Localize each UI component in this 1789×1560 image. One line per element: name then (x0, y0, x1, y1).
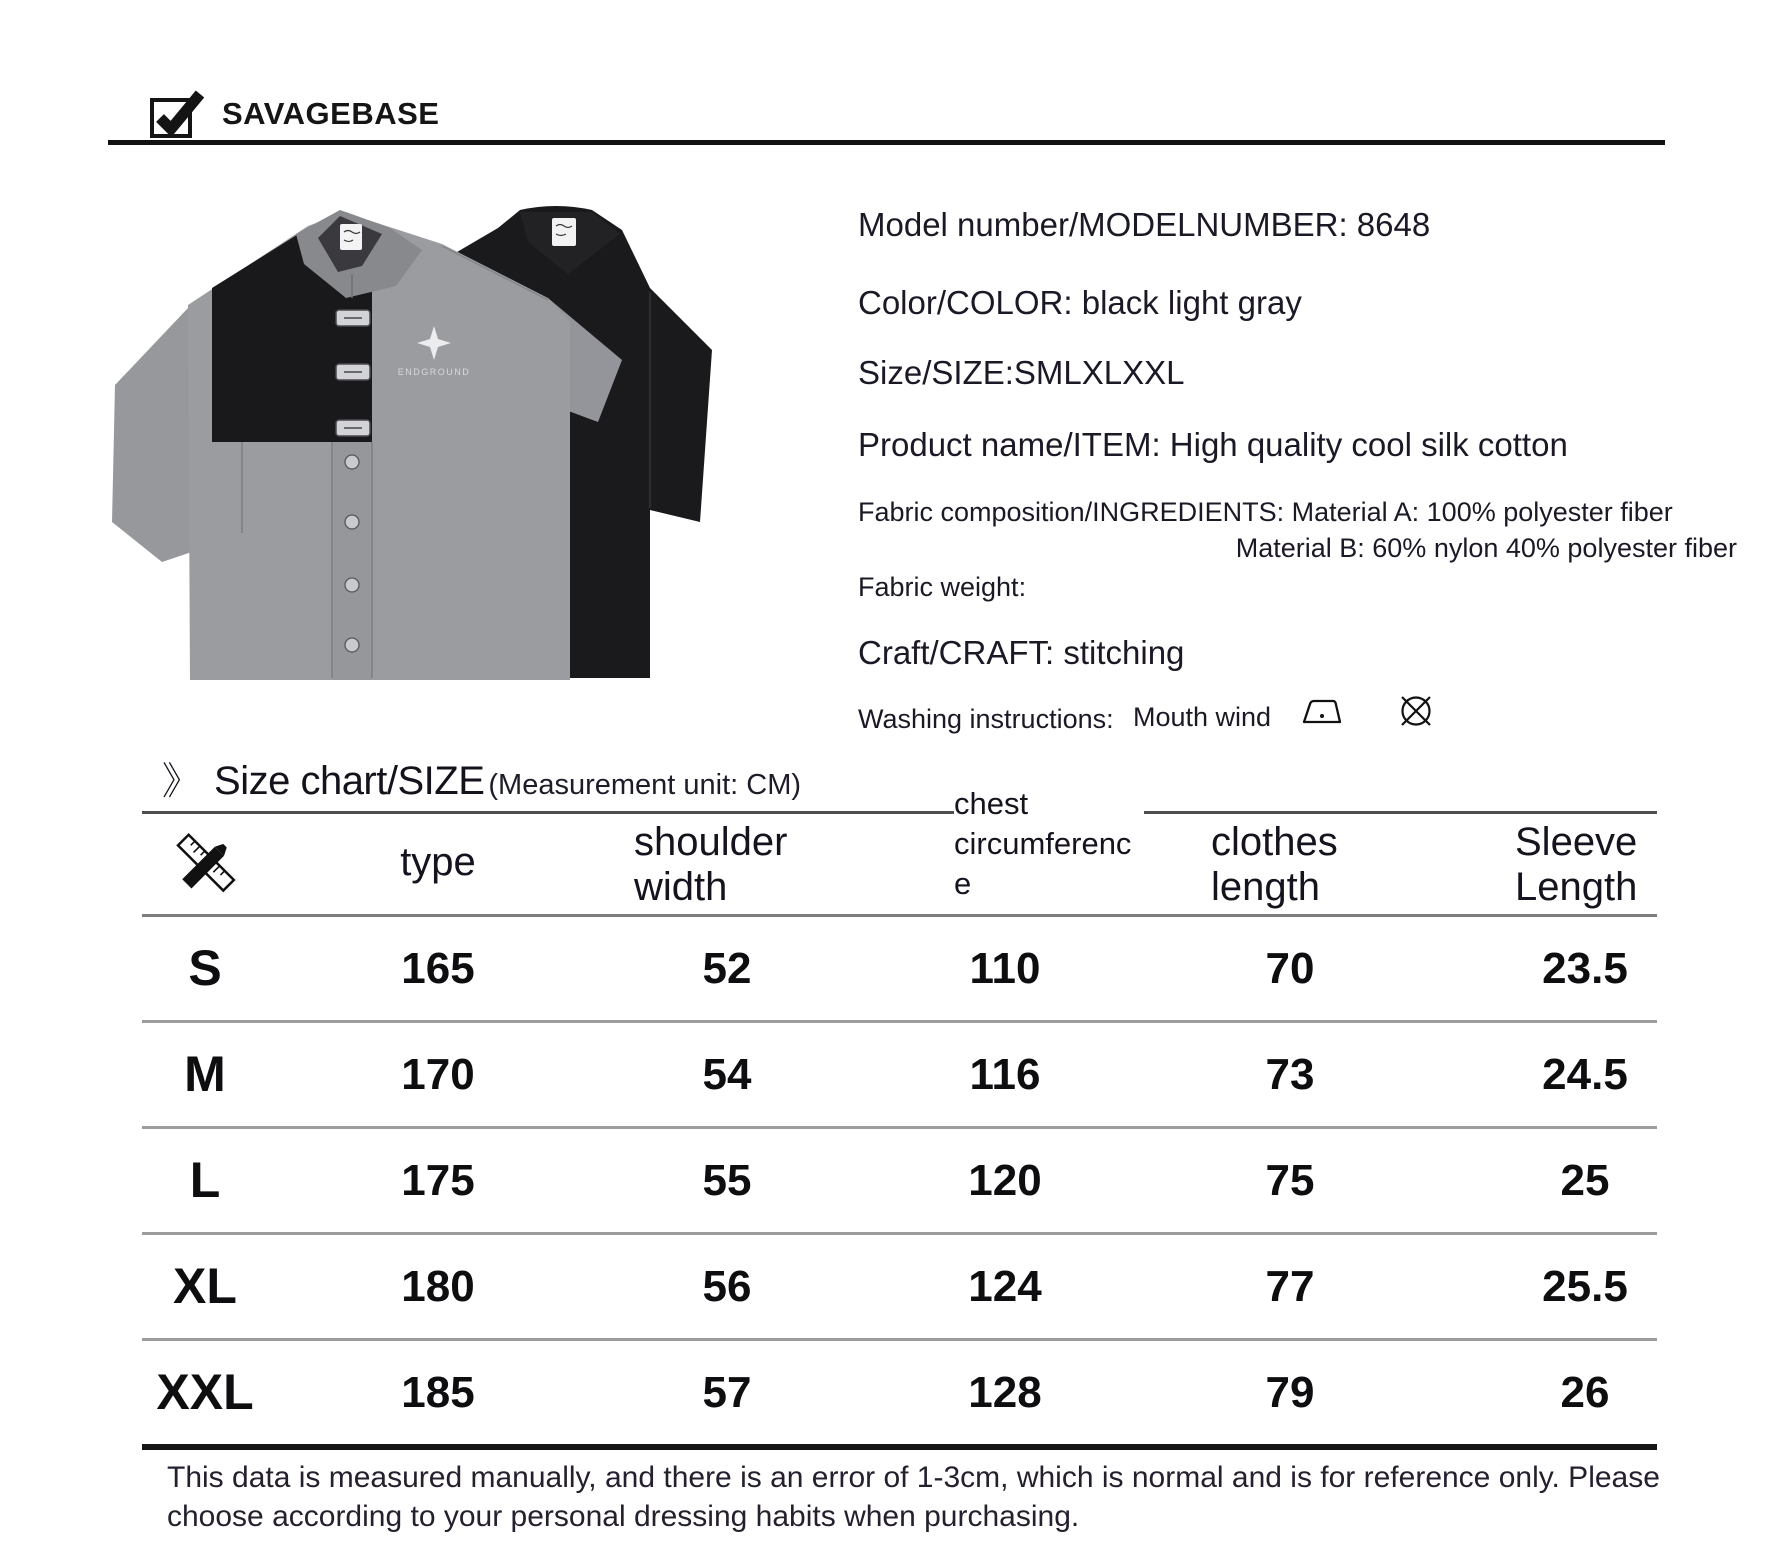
shirt-chest-logo: ENDGROUND (397, 367, 471, 377)
size-label: XXL (156, 1364, 254, 1420)
value-clothes: 73 (1265, 1050, 1315, 1099)
spec-fabric-composition-b: Material B: 60% nylon 40% polyester fiber (1235, 533, 1737, 563)
header-divider (108, 140, 1665, 145)
column-header-chest-circumference: chest circumference (954, 784, 1144, 904)
column-header-type: type (400, 840, 476, 884)
value-type: 165 (401, 944, 475, 993)
no-dry-clean-icon (1395, 690, 1437, 737)
size-chart-title: Size chart/SIZE (214, 759, 485, 803)
product-image (100, 200, 720, 685)
ruler-pencil-icon (171, 829, 243, 902)
spec-color: Color/COLOR: black light gray (858, 284, 1302, 321)
value-chest: 128 (968, 1368, 1042, 1417)
size-chart-table (142, 786, 1657, 1450)
checkbox-check-icon (148, 88, 206, 140)
value-shoulder: 56 (702, 1262, 752, 1311)
value-clothes: 79 (1265, 1368, 1315, 1417)
value-clothes: 77 (1265, 1262, 1315, 1311)
measurement-note: This data is measured manually, and there is an error of 1-3cm, which is normal and is for reference only. Please choose according to your personal dressing habits when purchasing. (167, 1461, 1660, 1533)
value-type: 175 (401, 1156, 475, 1205)
value-sleeve: 23.5 (1542, 944, 1628, 993)
table-row-xxl (142, 1341, 1657, 1450)
size-chart-heading (162, 750, 801, 805)
size-label: S (188, 940, 222, 996)
spec-size: Size/SIZE:SMLXLXXL (858, 354, 1185, 391)
table-row-s (142, 917, 1657, 1023)
value-shoulder: 57 (702, 1368, 752, 1417)
iron-icon (1300, 692, 1344, 735)
value-type: 185 (401, 1368, 475, 1417)
table-row-m (142, 1023, 1657, 1129)
value-chest: 124 (968, 1262, 1042, 1311)
spec-product-name: Product name/ITEM: High quality cool silk cotton (858, 426, 1568, 463)
value-sleeve: 26 (1560, 1368, 1610, 1417)
back-collar-label (552, 218, 576, 246)
spec-craft: Craft/CRAFT: stitching (858, 634, 1185, 671)
spec-fabric-composition: Fabric composition/INGREDIENTS: Material A: 100% polyester fiber (858, 497, 1673, 527)
value-clothes: 70 (1265, 944, 1315, 993)
size-label: XL (173, 1258, 237, 1314)
column-header-clothes-length: clothes length (1211, 820, 1338, 909)
value-shoulder: 54 (702, 1050, 752, 1099)
value-sleeve: 25 (1560, 1156, 1610, 1205)
spec-washing-label: Washing instructions: (858, 704, 1114, 734)
front-collar-label (340, 224, 362, 250)
value-clothes: 75 (1265, 1156, 1315, 1205)
table-row-l (142, 1129, 1657, 1235)
spec-model-number: Model number/MODELNUMBER: 8648 (858, 206, 1431, 243)
value-type: 180 (401, 1262, 475, 1311)
value-chest: 120 (968, 1156, 1042, 1205)
size-label: M (184, 1046, 226, 1102)
brand-name: SAVAGEBASE (222, 96, 440, 131)
shirts-illustration (100, 200, 720, 685)
value-sleeve: 25.5 (1542, 1262, 1628, 1311)
table-row-xl (142, 1235, 1657, 1341)
size-label: L (189, 1152, 221, 1208)
value-shoulder: 55 (702, 1156, 752, 1205)
value-shoulder: 52 (702, 944, 752, 993)
column-header-sleeve-length: Sleeve Length (1515, 820, 1638, 909)
value-type: 170 (401, 1050, 475, 1099)
column-header-shoulder-width: shoulder width (634, 820, 788, 909)
table-header-row (142, 786, 1657, 917)
size-chart-unit: (Measurement unit: CM) (488, 769, 802, 801)
spec-washing-value: Mouth wind (1133, 702, 1272, 732)
value-chest: 116 (969, 1050, 1041, 1099)
value-sleeve: 24.5 (1542, 1050, 1628, 1099)
value-chest: 110 (969, 944, 1041, 993)
spec-fabric-weight: Fabric weight: (858, 572, 1027, 602)
double-angle-icon: 》 (162, 761, 201, 803)
brand-header (148, 88, 439, 140)
